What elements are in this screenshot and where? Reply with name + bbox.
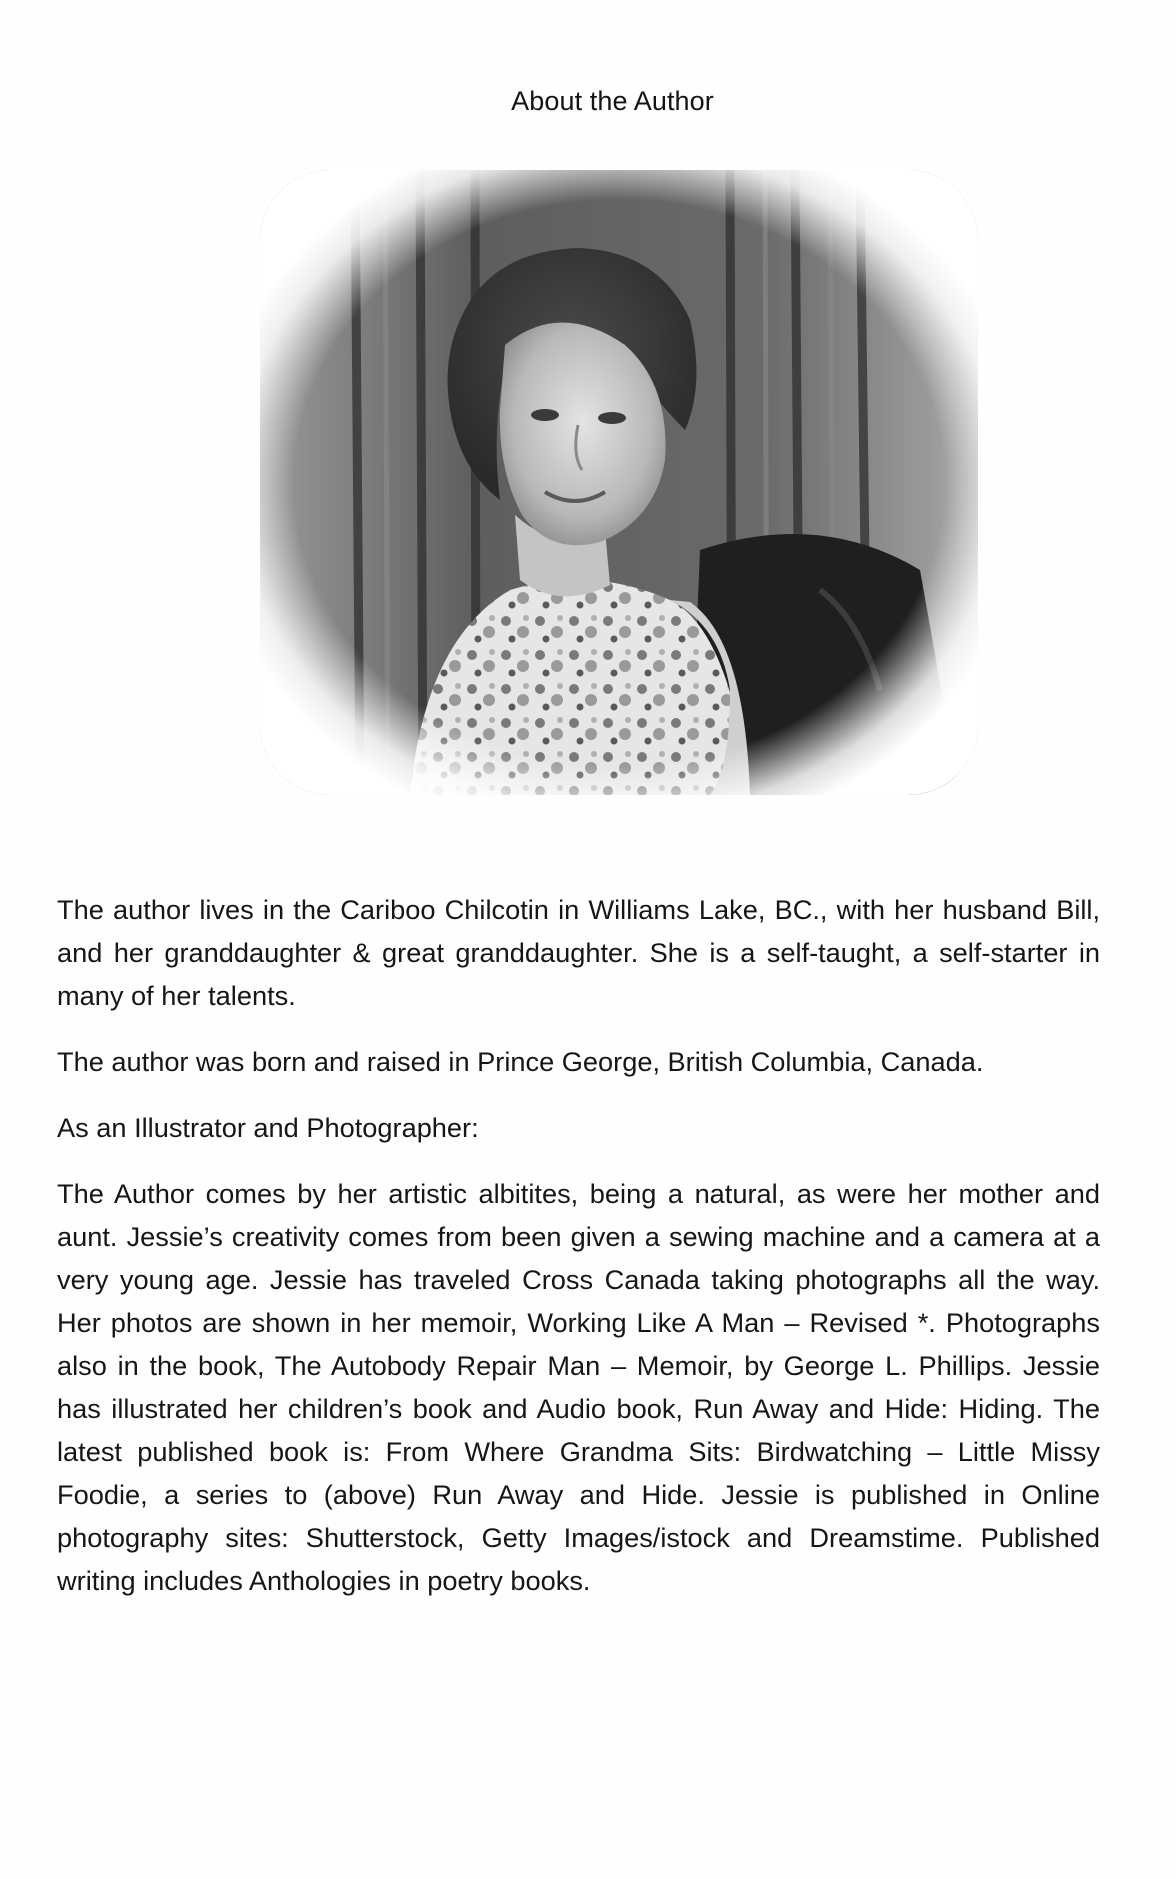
bio-paragraph-residence: The author lives in the Cariboo Chilcotin in Williams Lake, BC., with her husband Bill, and her granddaughter & great granddaughter. She is a self-taught, a self-starter in many of her talents. xyxy=(57,894,1100,1011)
page-title: About the Author xyxy=(511,86,714,116)
bio-paragraph-heading-illustrator: As an Illustrator and Photographer: xyxy=(57,1112,479,1143)
bio-paragraph-birthplace: The author was born and raised in Prince George, British Columbia, Canada. xyxy=(57,1046,984,1077)
author-biography xyxy=(57,888,1100,1602)
author-photo xyxy=(260,170,978,795)
author-portrait-image xyxy=(260,170,978,795)
bio-paragraph-career: The Author comes by her artistic albitites, being a natural, as were her mother and aunt. Jessie’s creativity comes from been given a sewing machine and a camera at a very young age. Jessie has traveled Cross Canada taking photographs all the way. Her photos are shown in her memoir, Working Like A Man – Revised *. Photographs also in the book, The Autobody Repair Man – Memoir, by George L. Phillips. Jessie has illustrated her children’s book and Audio book, Run Away and Hide: Hiding. The latest published book is: From Where Grandma Sits: Birdwatching – Little Missy Foodie, a series to (above) Run Away and Hide. Jessie is published in Online photography sites: Shutterstock, Getty Images/istock and Dreamstime. Published writing includes Anthologies in poetry books. xyxy=(57,1178,1100,1596)
